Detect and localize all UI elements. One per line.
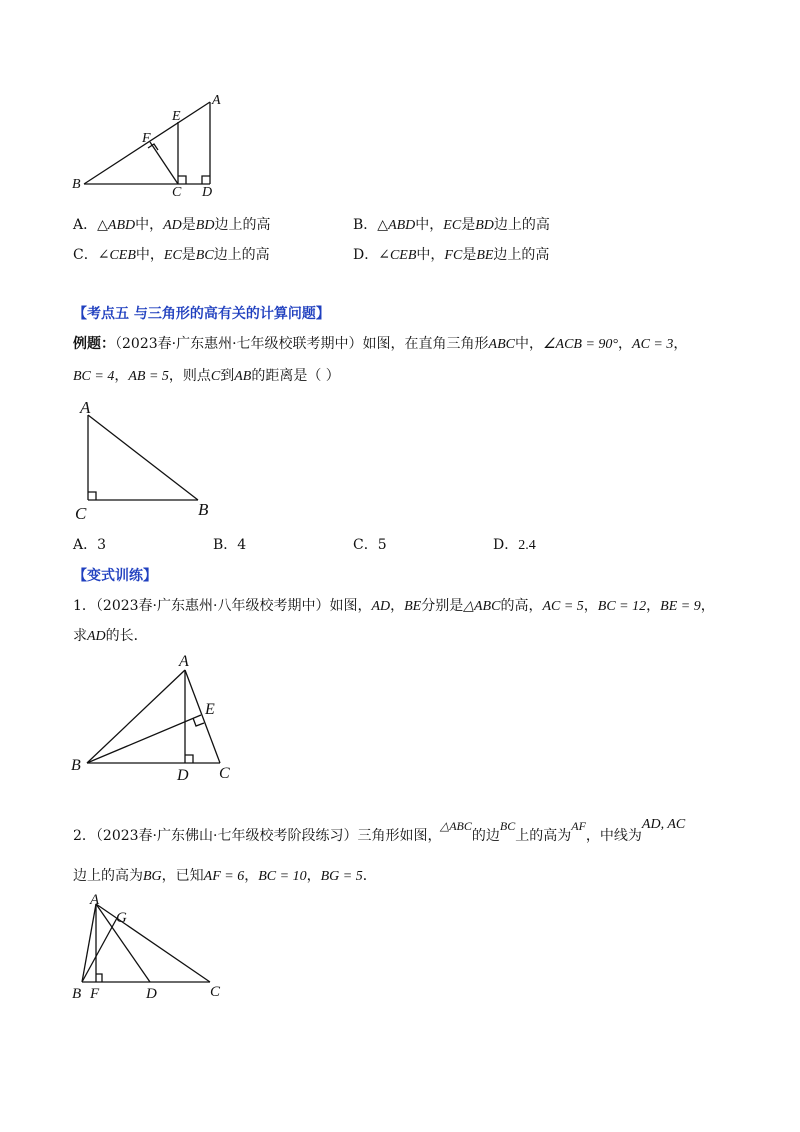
q1-line-2: 求AD的长． — [73, 628, 148, 644]
fig1-label-E: E — [172, 109, 181, 124]
fig1-label-A: A — [212, 93, 221, 108]
fig4-label-B: B — [72, 986, 82, 1002]
option-1B[interactable]: B．△ABD中，EC是BD边上的高 — [353, 217, 550, 233]
option-1A[interactable]: A．△ABD中，AD是BD边上的高 — [73, 217, 271, 233]
fig3-label-C: C — [219, 765, 230, 782]
option-2D[interactable]: D．2.4 — [493, 537, 536, 553]
option-2C[interactable]: C．5 — [353, 537, 387, 553]
option-1C[interactable]: C．∠CEB中，EC是BC边上的高 — [73, 247, 270, 263]
fig3-label-D: D — [177, 767, 189, 784]
figure-4 — [60, 890, 240, 1005]
fig4-label-F: F — [90, 986, 100, 1002]
section-5-title: 【考点五 与三角形的高有关的计算问题】 — [73, 306, 330, 322]
figure-2 — [70, 395, 230, 525]
fig3-label-B: B — [71, 757, 81, 774]
fig2-label-C: C — [75, 504, 87, 523]
option-1D[interactable]: D．∠CEB中，FC是BE边上的高 — [353, 247, 550, 263]
fig2-label-A: A — [80, 398, 91, 417]
fig1-label-B: B — [72, 177, 81, 192]
option-2B[interactable]: B．4 — [213, 537, 247, 553]
example-line-2: BC = 4，AB = 5，则点C到AB的距离是（ ） — [73, 368, 340, 384]
variant-title: 【变式训练】 — [73, 568, 157, 584]
figure-1 — [60, 90, 230, 200]
figure-3 — [65, 650, 245, 785]
fig1-label-D: D — [202, 185, 213, 200]
fig4-label-G: G — [116, 910, 127, 926]
q1-line-1: 1．（2023春·广东惠州·八年级校考期中）如图，AD，BE分别是△ABC的高，AC = 5，BC = 12，BE = 9， — [73, 598, 715, 614]
fig3-label-E: E — [205, 701, 215, 718]
fig1-label-F: F — [142, 131, 151, 146]
fig4-label-C: C — [210, 984, 221, 1000]
fig4-label-D: D — [146, 986, 157, 1002]
q2-line-1b: △ABC的边BC上的高为AF，中线为AD, AC — [440, 817, 686, 844]
q2-line-1: 2．（2023春·广东佛山·七年级校考阶段练习）三角形如图， — [73, 828, 442, 844]
option-2A[interactable]: A．3 — [73, 537, 107, 553]
fig3-label-A: A — [179, 653, 189, 670]
example-line-1: 例题：（2023春·广东惠州·七年级校联考期中）如图，在直角三角形ABC中，∠ACB = 90°，AC = 3， — [73, 336, 688, 352]
fig2-label-B: B — [198, 500, 209, 519]
q2-line-2: 边上的高为BG，已知AF = 6，BC = 10，BG = 5． — [73, 868, 377, 884]
fig1-label-C: C — [172, 185, 182, 200]
fig4-label-A: A — [90, 892, 100, 908]
